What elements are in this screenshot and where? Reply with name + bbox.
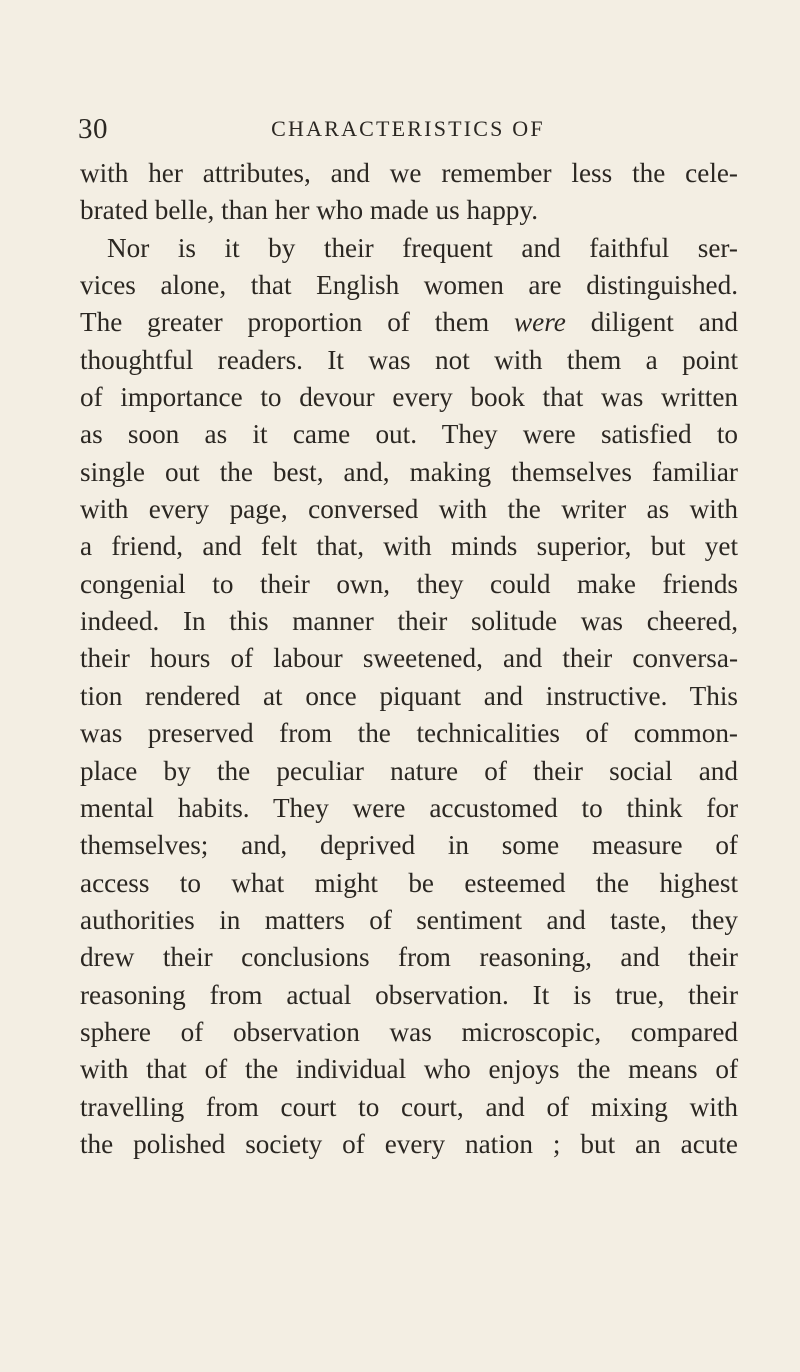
text-run: diligent and: [565, 307, 738, 338]
text-line: was preserved from the technicalities of common-: [80, 718, 738, 749]
text-line: single out the best, and, making themselves familiar: [80, 456, 738, 487]
text-line: vices alone, that English women are distinguished.: [80, 270, 738, 301]
text-line: with her attributes, and we remember less the cele-: [80, 158, 738, 188]
text-line: sphere of observation was microscopic, compared: [80, 1016, 738, 1047]
text-line: with that of the individual who enjoys the means of: [80, 1054, 738, 1085]
text-line: travelling from court to court, and of mixing with: [80, 1091, 738, 1122]
text-line: access to what might be esteemed the highest: [80, 867, 738, 898]
text-line: a friend, and felt that, with minds superior, but yet: [80, 531, 738, 562]
page-number: 30: [78, 113, 108, 145]
text-line: with every page, conversed with the writer as with: [80, 494, 738, 525]
text-line: place by the peculiar nature of their social and: [80, 755, 738, 786]
text-line: the polished society of every nation ; but an acute: [80, 1128, 738, 1159]
text-line: thoughtful readers. It was not with them a point: [80, 344, 738, 375]
text-line: tion rendered at once piquant and instructive. This: [80, 680, 738, 711]
text-line: [80, 304, 738, 341]
text-line: their hours of labour sweetened, and their conversa-: [80, 643, 738, 674]
text-line: indeed. In this manner their solitude was cheered,: [80, 606, 738, 637]
text-line: themselves; and, deprived in some measure of: [80, 830, 738, 861]
running-head: [78, 113, 738, 149]
text-line: of importance to devour every book that was written: [80, 382, 738, 413]
text-line: drew their conclusions from reasoning, and their: [80, 942, 738, 973]
text-line: reasoning from actual observation. It is true, their: [80, 979, 738, 1010]
text-line: authorities in matters of sentiment and taste, they: [80, 904, 738, 935]
text-line: congenial to their own, they could make friends: [80, 568, 738, 599]
text-line: mental habits. They were accustomed to think for: [80, 792, 738, 823]
body-text: [80, 155, 738, 1163]
running-title: CHARACTERISTICS OF: [271, 116, 545, 141]
text-line: Nor is it by their frequent and faithful ser-: [107, 232, 738, 263]
emphasized-word: were: [514, 307, 566, 338]
text-line: as soon as it came out. They were satisfied to: [80, 419, 738, 450]
text-line: brated belle, than her who made us happy.: [80, 195, 539, 226]
text-run: The greater proportion of them: [80, 307, 515, 338]
